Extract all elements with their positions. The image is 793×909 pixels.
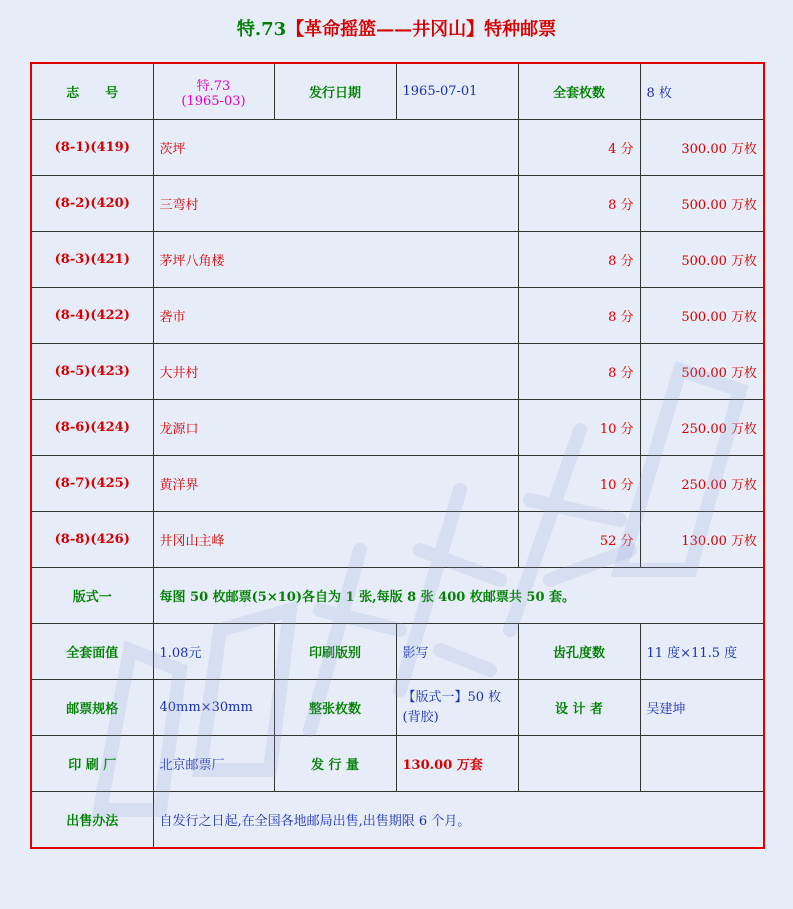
stamp-name: 茅坪八角楼	[153, 232, 518, 288]
size-label: 邮票规格	[31, 680, 153, 736]
id-cell	[153, 63, 274, 120]
table-row	[31, 120, 764, 176]
stamp-qty: 500.00 万枚	[640, 288, 764, 344]
print-value: 影写	[396, 624, 518, 680]
sheet-label: 整张枚数	[274, 680, 396, 736]
stamp-name: 茨坪	[153, 120, 518, 176]
id-sub: (1965-03)	[181, 93, 246, 109]
stamp-qty: 300.00 万枚	[640, 120, 764, 176]
size-value: 40mm×30mm	[153, 680, 274, 736]
table-row	[31, 288, 764, 344]
volume-value: 130.00 万套	[396, 736, 518, 792]
stamp-face: 10 分	[518, 456, 640, 512]
header-row	[31, 63, 764, 120]
stamp-name: 大井村	[153, 344, 518, 400]
sale-label: 出售办法	[31, 792, 153, 849]
format-row	[31, 568, 764, 624]
face-label: 全套面值	[31, 624, 153, 680]
table-row	[31, 456, 764, 512]
stamp-code: (8-4)(422)	[31, 288, 153, 344]
table-row	[31, 512, 764, 568]
sale-value: 自发行之日起,在全国各地邮局出售,出售期限 6 个月。	[153, 792, 764, 849]
stamp-qty: 250.00 万枚	[640, 456, 764, 512]
stamp-qty: 500.00 万枚	[640, 176, 764, 232]
empty-cell	[518, 736, 640, 792]
stamp-qty: 130.00 万枚	[640, 512, 764, 568]
table-row	[31, 400, 764, 456]
stamp-face: 8 分	[518, 344, 640, 400]
print-label: 印刷版别	[274, 624, 396, 680]
stamp-qty: 500.00 万枚	[640, 232, 764, 288]
table-row	[31, 232, 764, 288]
title-name: 【革命摇篮——井冈山】特种邮票	[286, 19, 557, 40]
stamp-name: 井冈山主峰	[153, 512, 518, 568]
sale-row	[31, 792, 764, 849]
printer-label: 印 刷 厂	[31, 736, 153, 792]
stamp-code: (8-2)(420)	[31, 176, 153, 232]
detail-row-size	[31, 680, 764, 736]
stamp-name: 黄洋界	[153, 456, 518, 512]
count-value: 8 枚	[640, 63, 764, 120]
stamp-qty: 500.00 万枚	[640, 344, 764, 400]
printer-value: 北京邮票厂	[153, 736, 274, 792]
label-count: 全套枚数	[518, 63, 640, 120]
title-prefix: 特.73	[236, 19, 287, 40]
stamp-name: 龙源口	[153, 400, 518, 456]
detail-row-face	[31, 624, 764, 680]
detail-row-printer	[31, 736, 764, 792]
date-value: 1965-07-01	[396, 63, 518, 120]
volume-label: 发 行 量	[274, 736, 396, 792]
table-row	[31, 176, 764, 232]
designer-label: 设 计 者	[518, 680, 640, 736]
stamp-face: 8 分	[518, 288, 640, 344]
stamp-code: (8-5)(423)	[31, 344, 153, 400]
page-title	[0, 16, 793, 44]
stamp-code: (8-1)(419)	[31, 120, 153, 176]
designer-value: 吴建坤	[640, 680, 764, 736]
stamp-qty: 250.00 万枚	[640, 400, 764, 456]
stamp-name: 三弯村	[153, 176, 518, 232]
stamp-code: (8-7)(425)	[31, 456, 153, 512]
format-label: 版式一	[31, 568, 153, 624]
stamp-face: 8 分	[518, 232, 640, 288]
table-row	[31, 344, 764, 400]
id-value: 特.73	[196, 78, 231, 94]
format-value: 每图 50 枚邮票(5×10)各自为 1 张,每版 8 张 400 枚邮票共 50 套。	[153, 568, 764, 624]
perf-label: 齿孔度数	[518, 624, 640, 680]
stamp-face: 8 分	[518, 176, 640, 232]
perf-value: 11 度×11.5 度	[640, 624, 764, 680]
empty-cell	[640, 736, 764, 792]
stamp-name: 砻市	[153, 288, 518, 344]
stamp-info-table	[30, 62, 765, 849]
stamp-code: (8-8)(426)	[31, 512, 153, 568]
label-id: 志 号	[31, 63, 153, 120]
stamp-code: (8-6)(424)	[31, 400, 153, 456]
stamp-face: 10 分	[518, 400, 640, 456]
label-date: 发行日期	[274, 63, 396, 120]
stamp-face: 4 分	[518, 120, 640, 176]
stamp-code: (8-3)(421)	[31, 232, 153, 288]
stamp-face: 52 分	[518, 512, 640, 568]
sheet-value: 【版式一】50 枚(背胶)	[396, 680, 518, 736]
face-value: 1.08元	[153, 624, 274, 680]
